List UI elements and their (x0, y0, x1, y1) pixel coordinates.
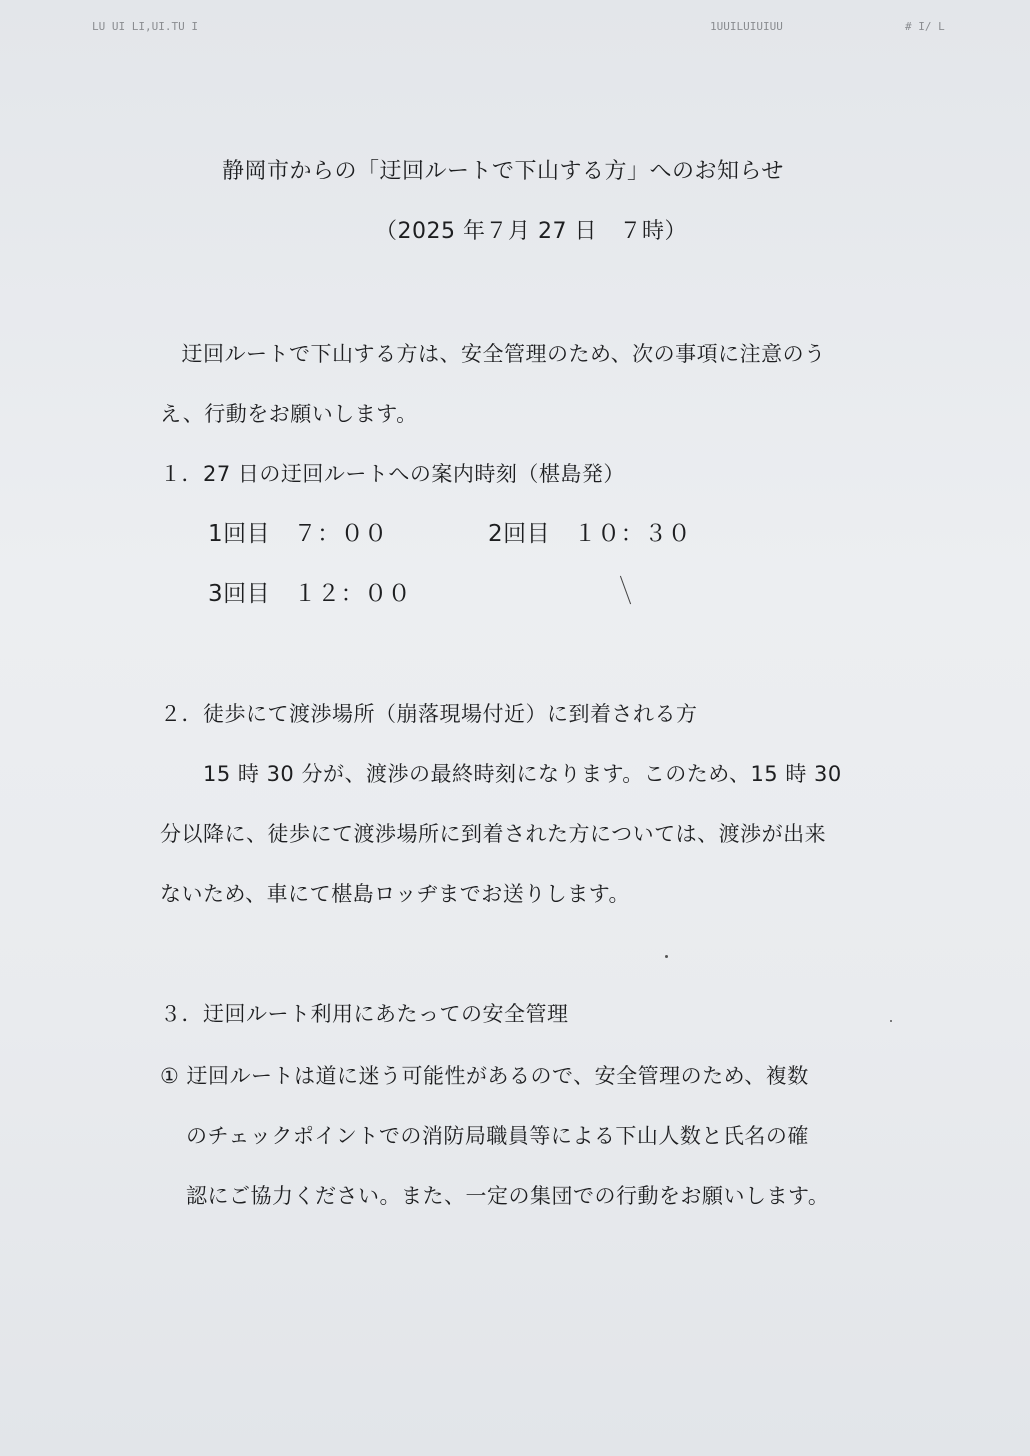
intro-line-2: え、行動をお願いします。 (160, 402, 418, 426)
document-date: （2025 年７月 27 日 ７時） (375, 219, 687, 244)
section1-heading: １．27 日の迂回ルートへの案内時刻（椹島発） (160, 462, 625, 486)
fax-header-middle: 1UUILUIUIUU (710, 20, 783, 33)
schedule-time-1: 1回目 ７：００ (208, 521, 388, 547)
section2-line-2: 分以降に、徒歩にて渡渉場所に到着された方については、渡渉が出来 (160, 822, 827, 846)
section3-heading: ３．迂回ルート利用にあたっての安全管理 (160, 1002, 569, 1026)
section3-line-3: 認にご協力ください。また、一定の集団での行動をお願いします。 (186, 1184, 830, 1208)
section2-heading: ２．徒歩にて渡渉場所（崩落現場付近）に到着される方 (160, 702, 698, 726)
section2-line-3: ないため、車にて椹島ロッヂまでお送りします。 (160, 882, 631, 906)
paper-speck (665, 955, 668, 958)
schedule-time-3: 3回目 １２：００ (208, 581, 412, 607)
section3-line-1: ① 迂回ルートは道に迷う可能性があるので、安全管理のため、複数 (160, 1064, 809, 1088)
section3-line-2: のチェックポイントでの消防局職員等による下山人数と氏名の確 (186, 1124, 809, 1148)
paper-scratch (620, 576, 631, 605)
schedule-time-2: 2回目 １０：３０ (488, 521, 692, 547)
fax-header-left: LU UI LI,UI.TU I (92, 20, 198, 33)
fax-header-right: # I/ L (905, 20, 945, 33)
paper-speck (890, 1020, 892, 1022)
section2-line-1: 15 時 30 分が、渡渉の最終時刻になります。このため、15 時 30 (160, 762, 842, 786)
document-title: 静岡市からの「迂回ルートで下山する方」へのお知らせ (222, 159, 784, 184)
intro-line-1: 迂回ルートで下山する方は、安全管理のため、次の事項に注意のう (160, 342, 826, 366)
fax-header (0, 20, 1030, 40)
